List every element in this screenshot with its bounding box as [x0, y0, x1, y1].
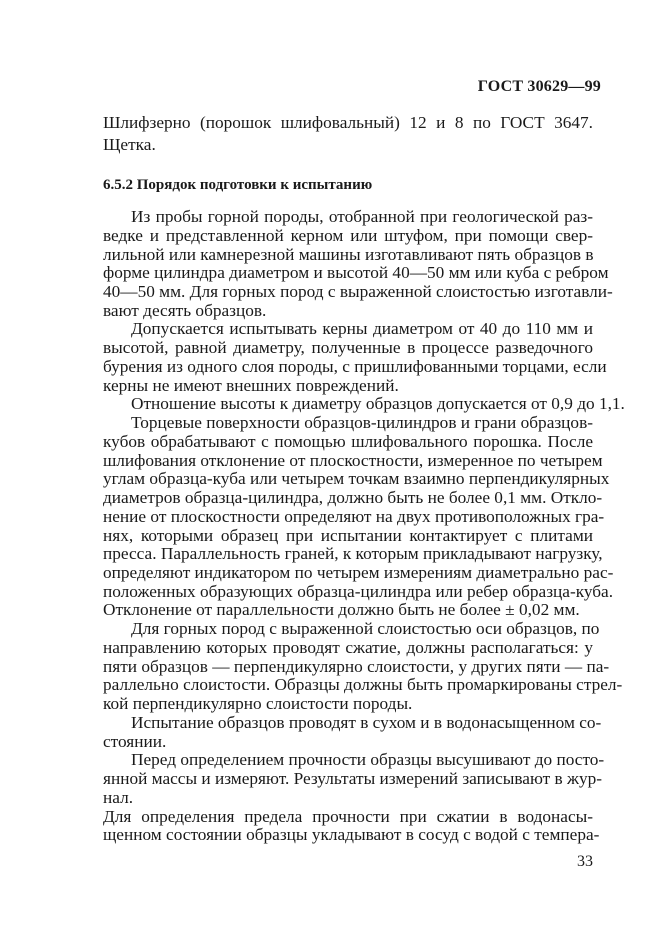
- body-line: ведке и представленной керном или штуфом, при помощи свер-: [103, 225, 593, 245]
- standard-header: ГОСТ 30629—99: [477, 78, 601, 95]
- body-line: высотой, равной диаметру, полученные в процессе разведочного: [103, 338, 593, 358]
- body-line: направлению которых проводят сжатие, должны располагаться: у: [103, 637, 593, 657]
- body-line: Испытание образцов проводят в сухом и в водонасыщенном со-: [131, 712, 602, 732]
- body-line: керны не имеют внешних повреждений.: [103, 375, 399, 395]
- body-line: Допускается испытывать керны диаметром от 40 до 110 мм и: [131, 319, 593, 339]
- body-line: щенном состоянии образцы укладывают в сосуд с водой с темпера-: [103, 825, 600, 845]
- body-line: кубов обрабатывают с помощью шлифовального порошка. После: [103, 431, 593, 451]
- body-line: диаметров образца-цилиндра, должно быть не более 0,1 мм. Откло-: [103, 488, 603, 507]
- body-line: определяют индикатором по четырем измерениям диаметрально рас-: [103, 563, 614, 582]
- body-line: Перед определением прочности образцы высушивают до посто-: [131, 750, 605, 770]
- body-line: Торцевые поверхности образцов-цилиндров и грани образцов-: [131, 413, 593, 433]
- body-line: Из пробы горной породы, отобранной при геологической раз-: [131, 207, 593, 226]
- page-number: 33: [577, 853, 593, 870]
- section-title: 6.5.2 Порядок подготовки к испытанию: [103, 177, 373, 193]
- body-line: янной массы и измеряют. Результаты измерений записывают в жур-: [103, 769, 602, 789]
- body-line: нал.: [103, 787, 134, 807]
- body-line: Для определения предела прочности при сжатии в водонасы-: [103, 806, 593, 826]
- body-line: положенных образующих образца-цилиндра или ребер образца-куба.: [103, 581, 614, 601]
- body-line: бурения из одного слоя породы, с пришлифованными торцами, если: [103, 356, 607, 376]
- body-line: вают десять образцов.: [103, 300, 267, 320]
- body-line: кой перпендикулярно слоистости породы.: [103, 694, 413, 714]
- body-line: Отношение высоты к диаметру образцов допускается от 0,9 до 1,1.: [131, 394, 625, 414]
- body-line: форме цилиндра диаметром и высотой 40—50 мм или куба с ребром: [103, 263, 609, 283]
- intro-line: Щетка.: [103, 135, 156, 154]
- body-line: пресса. Параллельность граней, к которым прикладывают нагрузку,: [103, 544, 603, 564]
- body-line: стоянии.: [103, 731, 167, 751]
- intro-line: Шлифзерно (порошок шлифовальный) 12 и 8 по ГОСТ 3647.: [103, 113, 593, 132]
- body-line: углам образца-куба или четырем точкам взаимно перпендикулярных: [103, 469, 610, 489]
- body-line: лильной или камнерезной машины изготавливают пять образцов в: [103, 244, 594, 264]
- body-line: шлифования отклонение от плоскостности, измеренное по четырем: [103, 450, 603, 470]
- body-line: Для горных пород с выраженной слоистостью оси образцов, по: [131, 619, 600, 639]
- body-line: пяти образцов — перпендикулярно слоистости, у других пяти — па-: [103, 656, 610, 676]
- body-line: 40—50 мм. Для горных пород с выраженной слоистостью изготавли-: [103, 281, 613, 301]
- body-line: нях, которыми образец при испытании контактирует с плитами: [103, 525, 593, 545]
- body-line: Отклонение от параллельности должно быть не более ± 0,02 мм.: [103, 600, 580, 620]
- body-line: раллельно слоистости. Образцы должны быть промаркированы стрел-: [103, 675, 623, 695]
- body-line: нение от плоскостности определяют на двух противоположных гра-: [103, 506, 605, 526]
